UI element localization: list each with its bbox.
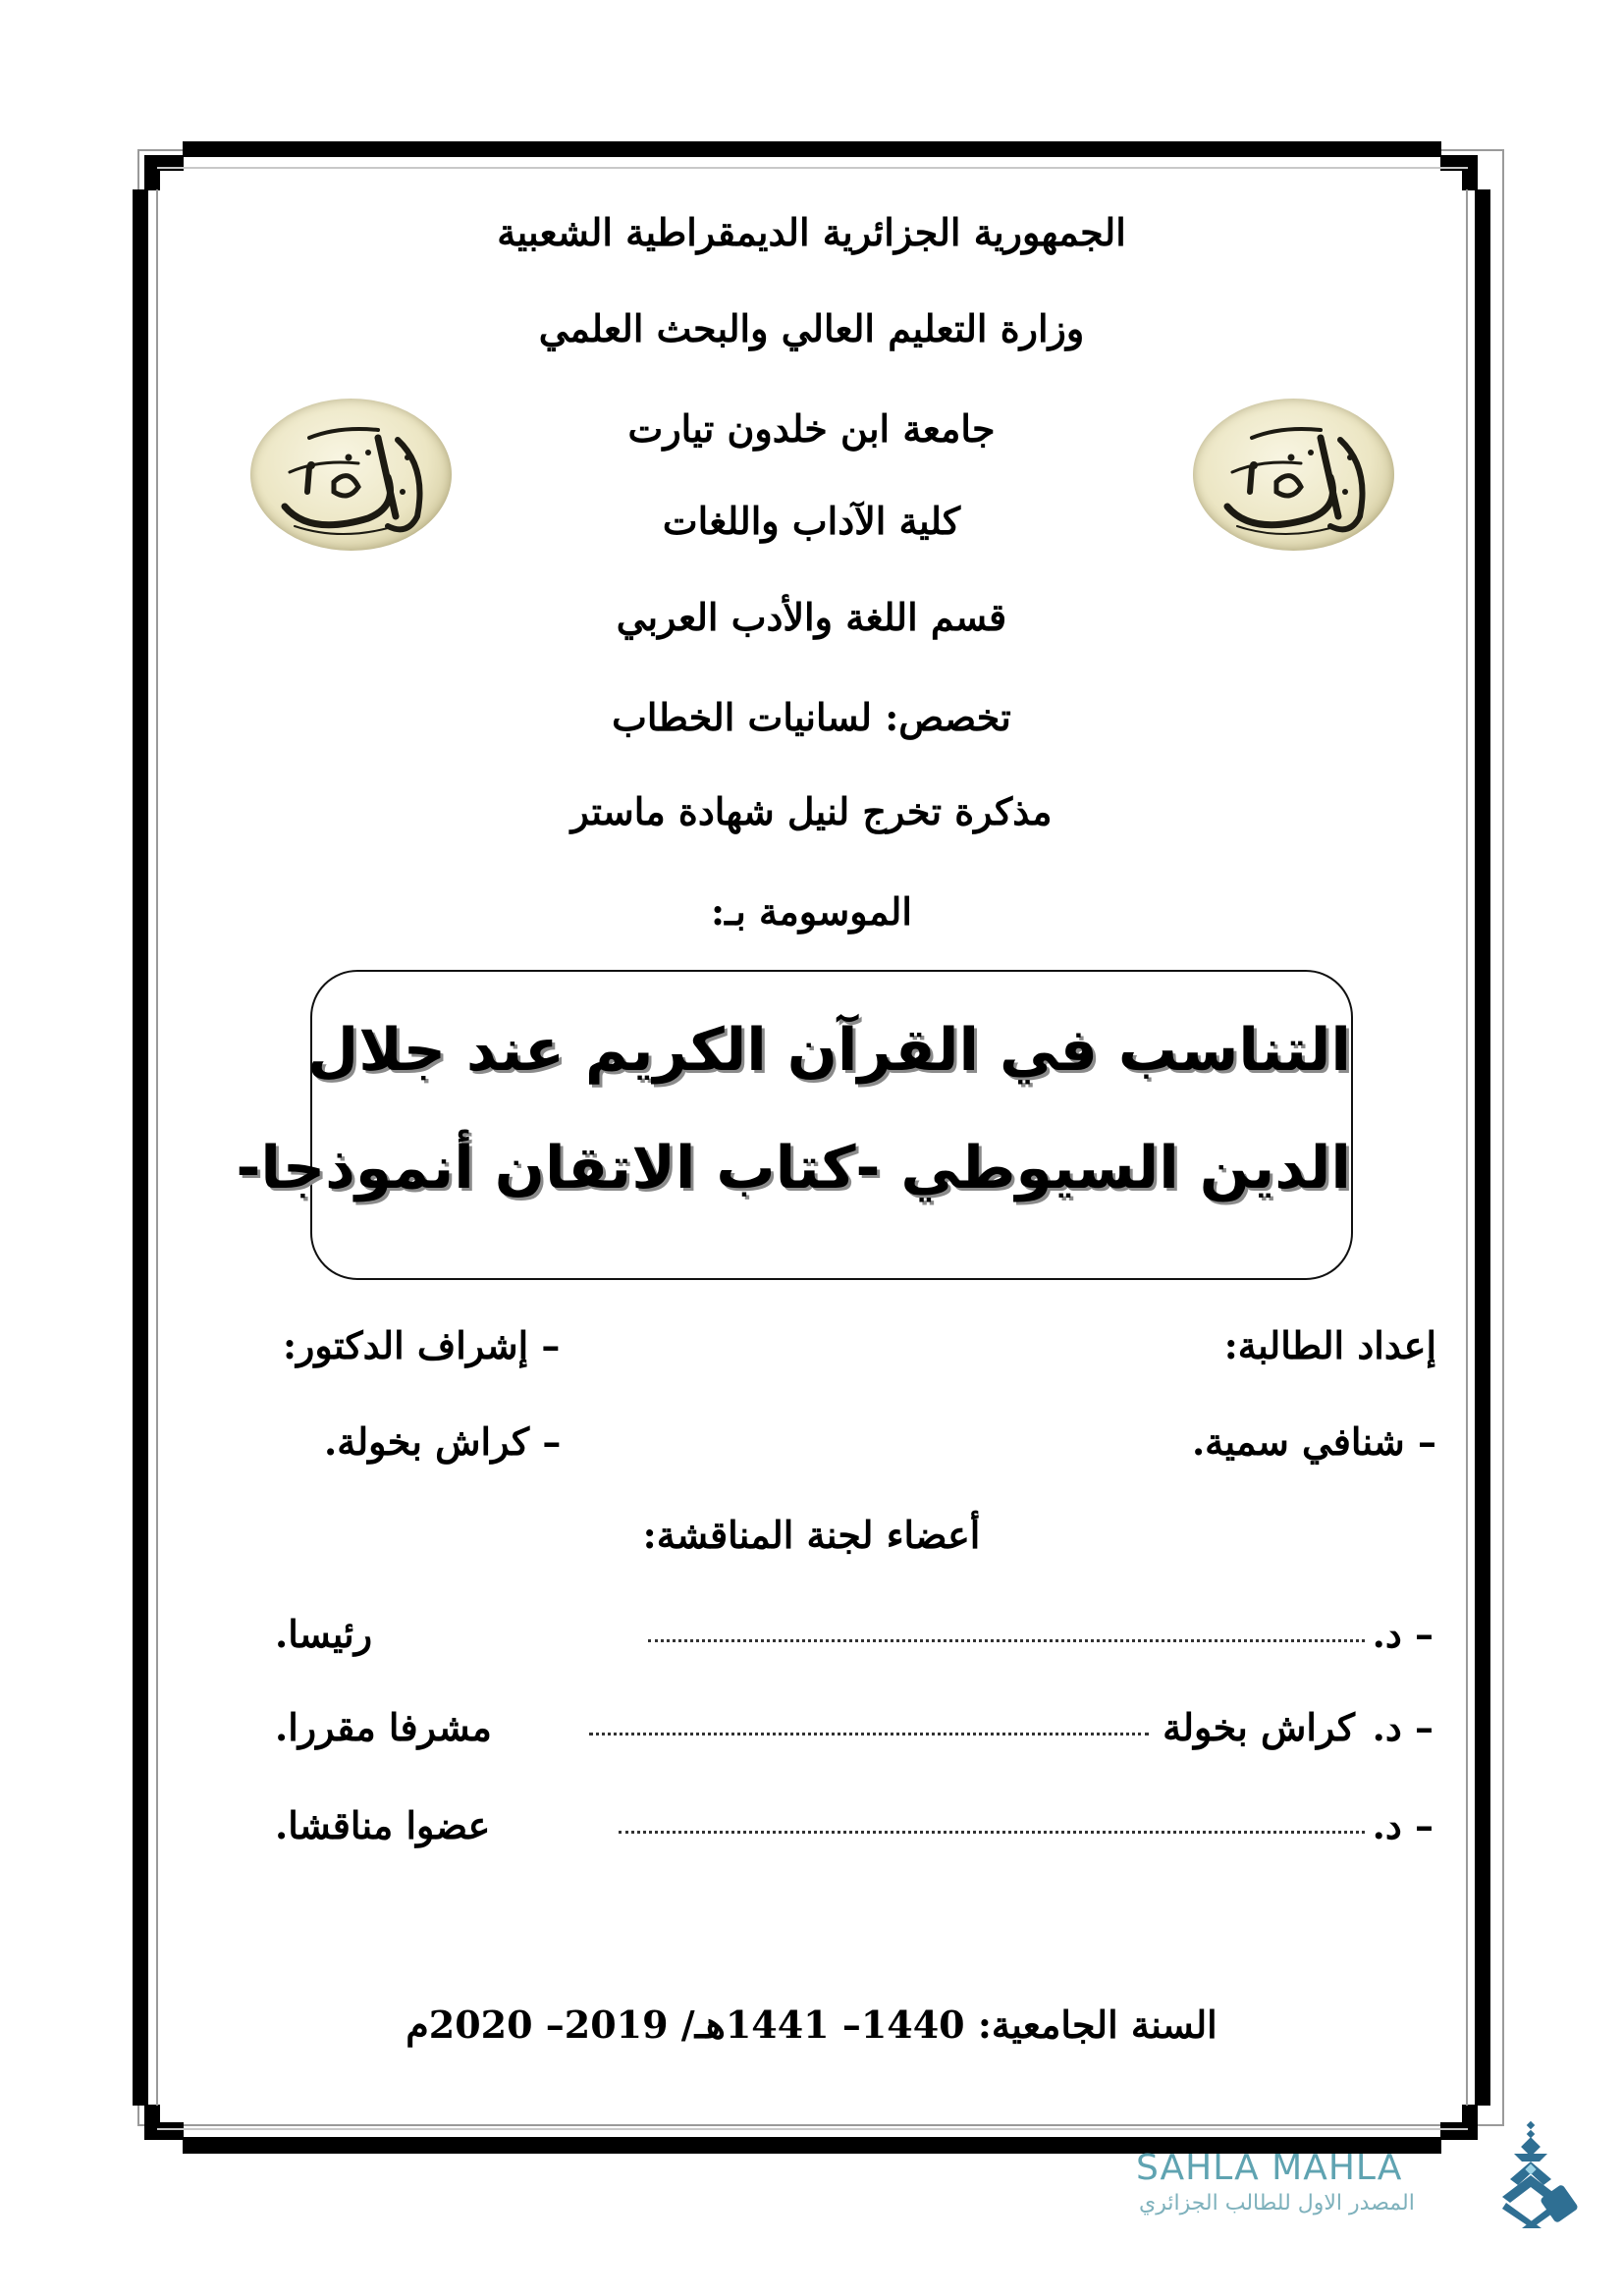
watermark-brand: SAHLA MAHLA [1136,2148,1403,2188]
frame-right-bar [1475,189,1490,2106]
thesis-title-box [236,970,1353,1280]
frame-corner-br-h [1440,2122,1478,2140]
dotted-fill-line [619,1831,1365,1834]
academic-year: السنة الجامعية: 1440– 1441هـ/ 2019– 2020م [406,2002,1217,2047]
university-seal-left [250,399,452,551]
student-label: إعداد الطالبة: [1223,1323,1436,1367]
committee-member-row [275,1703,1434,1752]
member-prefix: – د. [1372,1612,1434,1656]
member-prefix: – د. [1372,1803,1434,1847]
committee-member-row [275,1801,1434,1850]
sahla-mahla-logo-icon [1502,2120,1586,2228]
watermark-tagline: المصدر الاول للطالب الجزائري [1139,2191,1415,2216]
member-name: كراش بخولة [1163,1705,1355,1749]
faculty-name: كلية الآداب واللغات [662,499,961,543]
frame-left-bar [133,189,148,2106]
committee-heading: أعضاء لجنة المناقشة: [642,1513,981,1557]
frame-top-bar [183,141,1441,157]
supervisor-label: – إشراف الدكتور: [283,1323,561,1367]
ministry-name: وزارة التعليم العالي والبحث العلمي [538,306,1085,350]
frame-inner-line-left [156,189,158,2106]
university-name: جامعة ابن خلدون تيارت [627,406,996,451]
thesis-title-line-1: التناسب في القرآن الكريم عند جلال [307,1016,1351,1085]
frame-outer-line-bottom [137,2124,1504,2126]
frame-inner-line-top [157,167,1468,169]
frame-inner-line-bottom [157,2128,1468,2130]
thesis-title-line-2: الدين السيوطي -كتاب الاتقان أنموذجا- [236,1134,1351,1202]
member-role: مشرفا مقررا. [275,1705,492,1749]
frame-corner-bl-h [144,2122,184,2140]
degree-type: مذكرة تخرج لنيل شهادة ماستر [570,789,1053,833]
calligraphy-seal-icon [250,399,452,551]
member-role: رئيسا. [275,1612,373,1656]
dotted-fill-line [648,1639,1365,1642]
specialty: تخصص: لسانيات الخطاب [612,695,1011,739]
frame-corner-tl-v [144,155,160,190]
country-name: الجمهورية الجزائرية الديمقراطية الشعبية [497,210,1126,254]
member-prefix: – د. [1372,1705,1434,1749]
frame-inner-line-right [1466,189,1468,2106]
dotted-fill-line [589,1733,1149,1735]
member-role: عضوا مناقشا. [275,1803,491,1847]
department-name: قسم اللغة والأدب العربي [616,595,1007,639]
titled-by-label: الموسومة بـ: [711,889,912,934]
calligraphy-seal-icon [1193,399,1394,551]
student-name: – شنافي سمية. [1191,1419,1436,1464]
university-seal-right [1193,399,1394,551]
frame-corner-tr-v [1462,155,1478,190]
committee-member-row [275,1610,1434,1659]
supervisor-name: – كراش بخولة. [324,1419,562,1464]
